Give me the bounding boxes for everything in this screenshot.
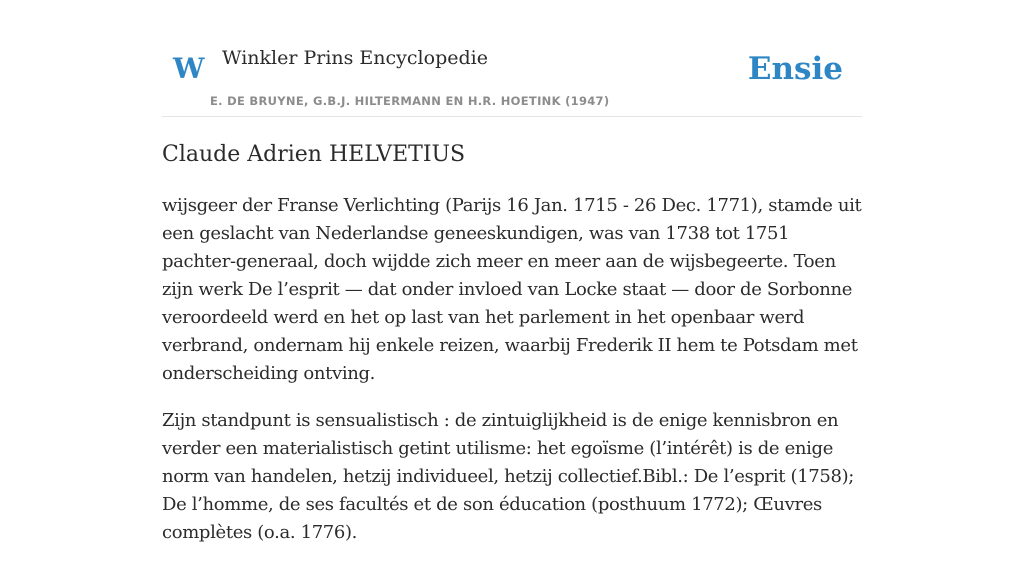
article-paragraph: wijsgeer der Franse Verlichting (Parijs 16 Jan. 1715 - 26 Dec. 1771), stamde uit een geslacht van Nederlandse geneeskundigen, was van 1738 tot 1751 pachter-generaal, doch wijdde zich meer en meer aan de wijsbegeerte. Toen zijn werk De l’esprit — dat onder invloed van Locke staat — door de Sorbonne veroordeeld werd en het op last van het parlement in het openbaar werd verbrand, ondernam hij enkele reizen, waarbij Frederik II hem te Potsdam met onderscheiding ontving.: [162, 195, 862, 384]
page: [162, 0, 862, 543]
encyclopedia-title[interactable]: Winkler Prins Encyclopedie: [222, 47, 488, 69]
ensie-logo-link[interactable]: Ensie: [747, 51, 843, 87]
site-header: [162, 0, 862, 117]
article-body: [162, 192, 862, 566]
article-paragraph: Zijn standpunt is sensualistisch : de zintuiglijkheid is de enige kennisbron en verder een materialistisch getint utilisme: het egoïsme (l’intérêt) is de enige norm van handelen, hetzij individueel, hetzij collectief.Bibl.: De l’esprit (1758); De l’homme, de ses facultés et de son éducation (posthuum 1772); Œuvres complètes (o.a. 1776).: [162, 410, 854, 543]
winkler-prins-logo[interactable]: W: [173, 52, 205, 85]
article-title: Claude Adrien HELVETIUS: [162, 142, 466, 167]
authors-line: E. DE BRUYNE, G.B.J. HILTERMANN EN H.R. HOETINK (1947): [210, 94, 610, 108]
